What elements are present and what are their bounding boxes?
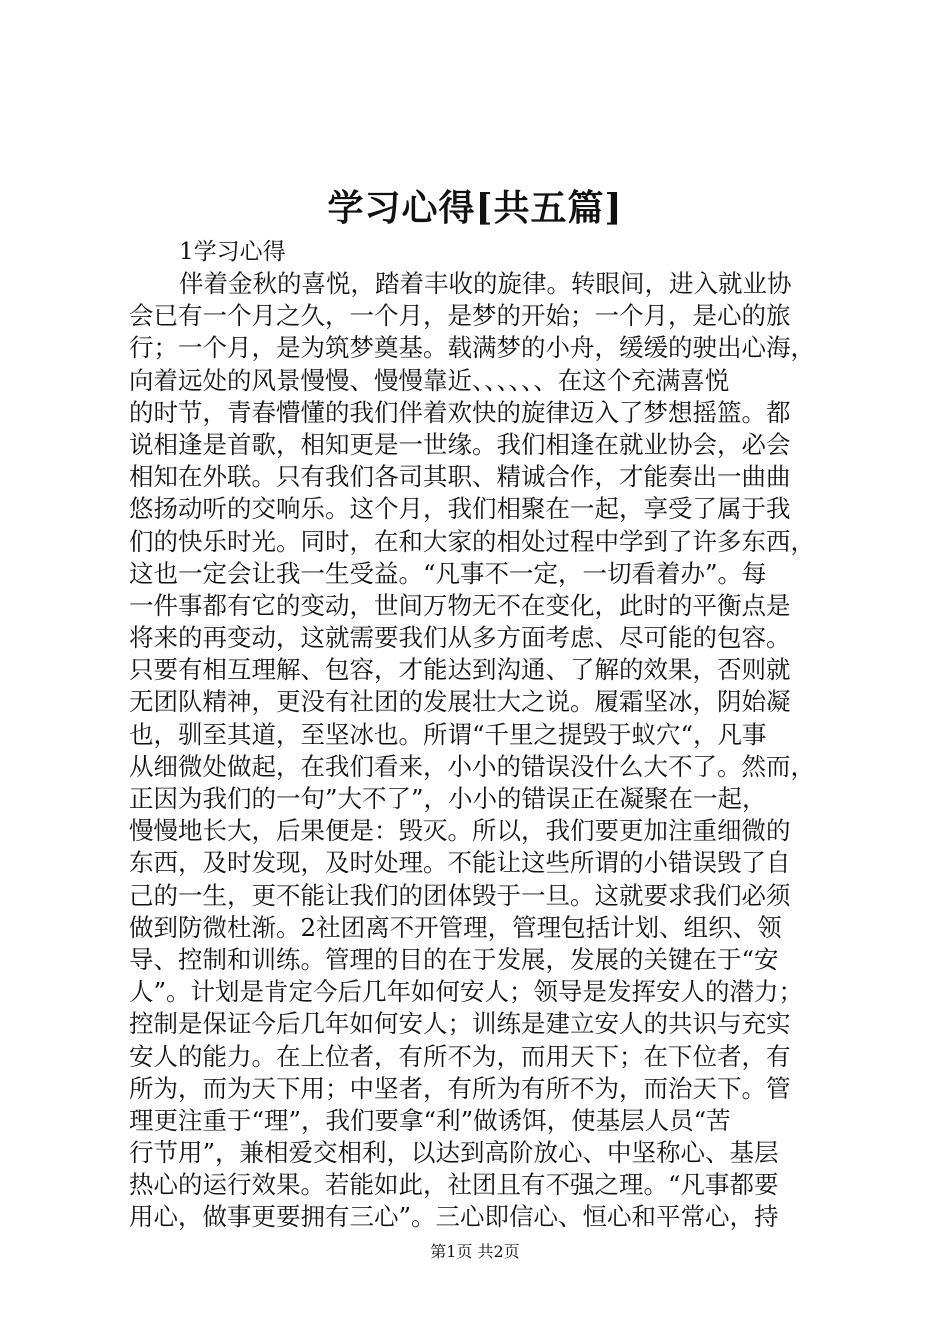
text-line: 行；一个月，是为筑梦奠基。载满梦的小舟，缓缓的驶出心海， bbox=[129, 333, 815, 363]
text-line: 这也一定会让我一生受益。“凡事不一定，一切看着办”。每 bbox=[129, 558, 767, 588]
text-line: 向着远处的风景慢慢、慢慢靠近、、、、、、在这个充满喜悦 bbox=[129, 365, 730, 395]
document-body bbox=[129, 236, 829, 1234]
text-line: 所为，而为天下用；中坚者，有所为有所不为，而治天下。管 bbox=[129, 1073, 791, 1103]
text-line: 悠扬动听的交响乐。这个月，我们相聚在一起，享受了属于我 bbox=[129, 494, 791, 524]
text-line: 导、控制和训练。管理的目的在于发展，发展的关键在于“安 bbox=[129, 944, 779, 974]
text-line: 们的快乐时光。同时，在和大家的相处过程中学到了许多东西， bbox=[129, 526, 815, 556]
text-line: 的时节，青春懵懂的我们伴着欢快的旋律迈入了梦想摇篮。都 bbox=[129, 397, 791, 427]
text-line: 热心的运行效果。若能如此，社团且有不强之理。“凡事都要 bbox=[129, 1170, 779, 1200]
text-line: 做到防微杜渐。2社团离不开管理，管理包括计划、组织、领 bbox=[129, 912, 782, 942]
text-line: 相知在外联。只有我们各司其职、精诚合作，才能奏出一曲曲 bbox=[129, 462, 791, 492]
text-line: 用心，做事更要拥有三心”。三心即信心、恒心和平常心，持 bbox=[129, 1202, 779, 1232]
text-line: 一件事都有它的变动，世间万物无不在变化，此时的平衡点是 bbox=[129, 590, 791, 620]
text-line: 行节用”，兼相爱交相利，以达到高阶放心、中坚称心、基层 bbox=[129, 1138, 779, 1168]
document-title: 学习心得[共五篇] bbox=[327, 187, 623, 229]
text-line: 也，驯至其道，至坚冰也。所谓“千里之提毁于蚁穴“，凡事 bbox=[129, 719, 767, 749]
text-line: 控制是保证今后几年如何安人；训练是建立安人的共识与充实 bbox=[129, 1009, 791, 1039]
text-line: 东西，及时发现，及时处理。不能让这些所谓的小错误毁了自 bbox=[129, 848, 791, 878]
page-footer: 第1页 共2页 bbox=[430, 1242, 520, 1261]
text-line: 己的一生，更不能让我们的团体毁于一旦。这就要求我们必须 bbox=[129, 880, 791, 910]
text-line: 伴着金秋的喜悦，踏着丰收的旋律。转眼间，进入就业协 bbox=[179, 269, 792, 298]
text-line: 理更注重于“理”，我们要拿“利”做诱饵，使基层人员“苦 bbox=[129, 1105, 731, 1135]
body-paragraph bbox=[129, 268, 829, 1234]
text-line: 从细微处做起，在我们看来，小小的错误没什么大不了。然而， bbox=[129, 751, 815, 781]
text-line: 安人的能力。在上位者，有所不为，而用天下；在下位者，有 bbox=[129, 1041, 791, 1071]
text-line: 只要有相互理解、包容，才能达到沟通、了解的效果，否则就 bbox=[129, 655, 791, 685]
text-line: 人”。计划是肯定今后几年如何安人；领导是发挥安人的潜力； bbox=[129, 977, 804, 1007]
text-line: 无团队精神，更没有社团的发展壮大之说。履霜坚冰，阴始凝 bbox=[129, 687, 791, 717]
text-line: 慢慢地长大，后果便是：毁灭。所以，我们要更加注重细微的 bbox=[129, 816, 791, 846]
text-line: 说相逢是首歌，相知更是一世缘。我们相逢在就业协会，必会 bbox=[129, 429, 791, 459]
text-line: 将来的再变动，这就需要我们从多方面考虑、尽可能的包容。 bbox=[129, 623, 791, 653]
text-line: 会已有一个月之久，一个月，是梦的开始；一个月，是心的旅 bbox=[129, 301, 791, 331]
text-line: 正因为我们的一句”大不了”，小小的错误正在凝聚在一起， bbox=[129, 784, 767, 813]
section-heading: 1学习心得 bbox=[179, 239, 286, 265]
